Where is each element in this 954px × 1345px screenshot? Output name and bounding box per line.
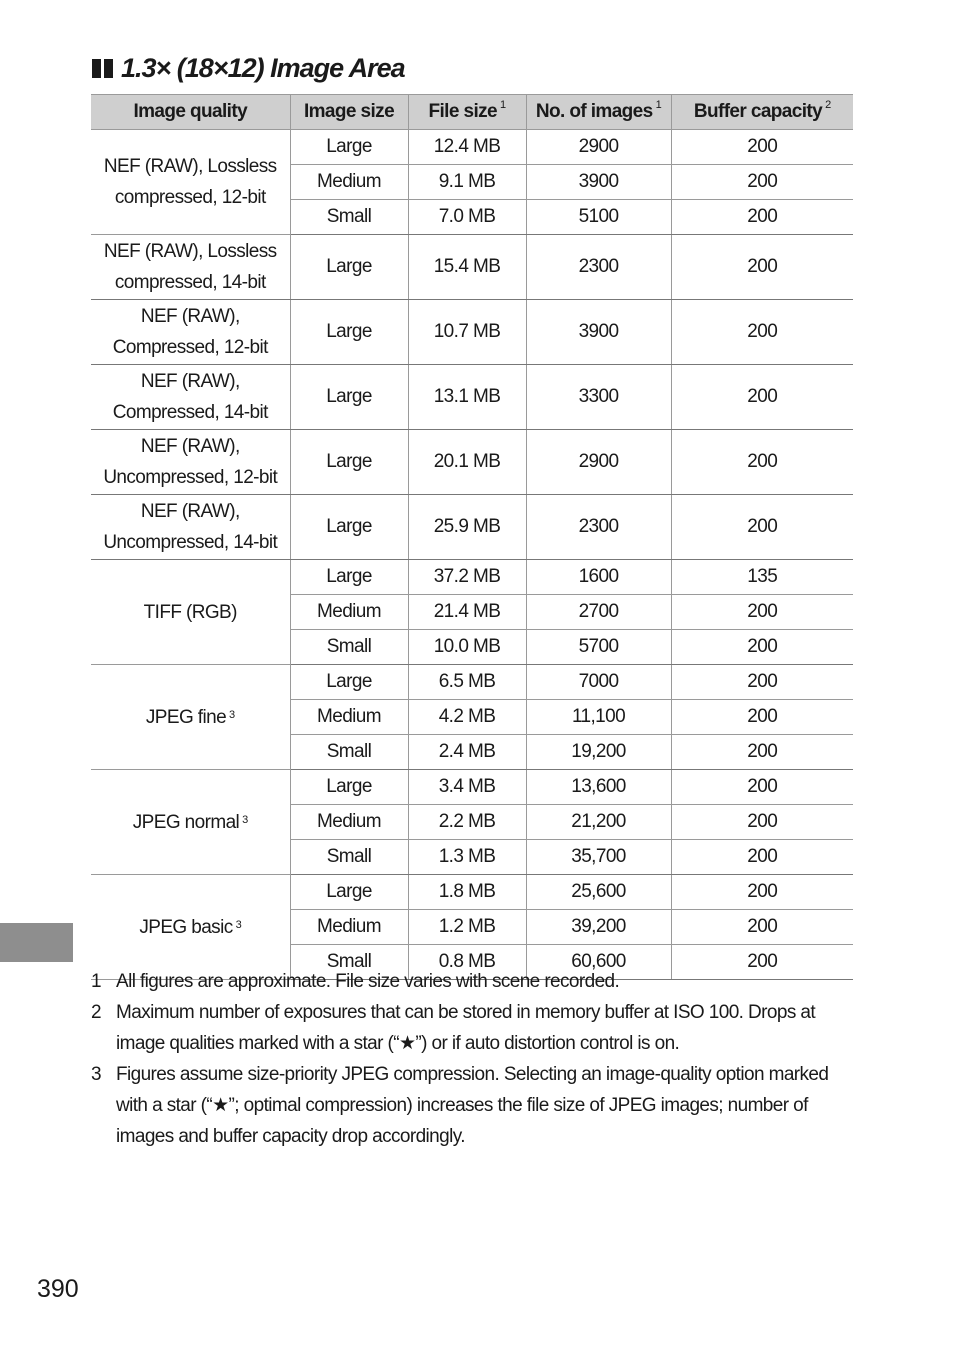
image-capacity-table [91,94,853,980]
image-size-cell: Large [290,430,408,495]
column-header [671,95,853,130]
image-size-cell: Large [290,560,408,595]
image-size-cell: Large [290,130,408,165]
image-quality-line [91,397,290,428]
file-size-cell: 9.1 MB [408,165,526,200]
image-quality-cell [91,770,290,875]
buffer-capacity-cell: 200 [671,910,853,945]
image-size-cell: Small [290,630,408,665]
image-quality-line [91,366,290,397]
image-count-cell: 25,600 [526,875,671,910]
image-count-cell: 11,100 [526,700,671,735]
table-row [91,430,853,495]
image-quality-cell [91,430,290,495]
footnote [91,1059,861,1152]
buffer-capacity-cell: 200 [671,430,853,495]
image-quality-text: JPEG normal [132,811,240,833]
footnote-number: 2 [91,1002,101,1023]
table-row [91,300,853,365]
image-size-cell: Medium [290,165,408,200]
file-size-cell: 4.2 MB [408,700,526,735]
file-size-cell: 6.5 MB [408,665,526,700]
image-quality-cell [91,560,290,665]
image-quality-line [91,151,290,182]
buffer-capacity-cell: 200 [671,770,853,805]
image-count-cell: 39,200 [526,910,671,945]
image-size-cell: Large [290,875,408,910]
image-quality-line [91,527,290,558]
image-count-cell: 35,700 [526,840,671,875]
image-size-cell: Large [290,495,408,560]
image-quality-text: Uncompressed, 14-bit [103,532,278,553]
footnote-number: 3 [91,1064,101,1085]
buffer-capacity-cell: 200 [671,200,853,235]
buffer-capacity-cell: 200 [671,875,853,910]
column-header-label: Buffer capacity [693,101,823,122]
image-quality-line [91,431,290,462]
footnote-text: Maximum number of exposures that can be stored in memory buffer at ISO 100. Drops at image qualities marked with a star (“★”) or if auto distortion control is on. [116,1002,816,1054]
image-size-cell: Large [290,770,408,805]
image-quality-cell [91,495,290,560]
buffer-capacity-cell: 200 [671,945,853,980]
image-size-cell: Medium [290,700,408,735]
column-header-label: Image size [303,101,395,122]
image-quality-cell [91,365,290,430]
image-quality-line [91,702,290,733]
image-quality-text: compressed, 12-bit [114,187,266,208]
image-quality-text: NEF (RAW), Lossless [103,156,277,177]
table-row [91,235,853,300]
image-quality-cell [91,665,290,770]
footnote [91,997,861,1059]
table-row [91,130,853,165]
footnote-number: 1 [91,971,101,992]
image-count-cell: 2700 [526,595,671,630]
footnote-ref: 3 [242,813,248,826]
section-title: 1.3× (18×12) Image Area [121,52,405,83]
image-count-cell: 2300 [526,495,671,560]
image-count-cell: 60,600 [526,945,671,980]
image-size-cell: Small [290,735,408,770]
image-quality-cell [91,300,290,365]
image-count-cell: 5700 [526,630,671,665]
image-count-cell: 3900 [526,165,671,200]
file-size-cell: 7.0 MB [408,200,526,235]
file-size-cell: 2.4 MB [408,735,526,770]
table-row [91,495,853,560]
image-quality-line [91,807,290,838]
table-body [91,130,853,980]
image-quality-text: JPEG fine [145,706,227,728]
file-size-cell: 21.4 MB [408,595,526,630]
image-quality-line [91,462,290,493]
buffer-capacity-cell: 200 [671,665,853,700]
column-header-label: No. of images [535,101,653,122]
file-size-cell: 0.8 MB [408,945,526,980]
image-count-cell: 1600 [526,560,671,595]
image-count-cell: 2900 [526,130,671,165]
file-size-cell: 1.8 MB [408,875,526,910]
file-size-cell: 20.1 MB [408,430,526,495]
table-row [91,770,853,805]
image-quality-text: Compressed, 12-bit [112,337,268,358]
footnote-ref: 1 [500,99,506,111]
image-quality-text: NEF (RAW), Lossless [103,241,277,262]
section-heading [92,50,405,86]
column-header-label: File size [428,101,497,122]
buffer-capacity-cell: 200 [671,165,853,200]
footnote-text: Figures assume size-priority JPEG compression. Selecting an image-quality option marked with a star (“★”; optimal compression) increases the file size of JPEG images; number of images and buffer capacity drop accordingly. [116,1064,829,1147]
file-size-cell: 10.7 MB [408,300,526,365]
image-size-cell: Small [290,945,408,980]
file-size-cell: 2.2 MB [408,805,526,840]
file-size-cell: 1.3 MB [408,840,526,875]
section-tab-marker [0,923,73,962]
image-quality-text: JPEG basic [139,916,233,938]
image-quality-text: Compressed, 14-bit [112,402,268,423]
footnote-ref: 2 [825,99,831,111]
image-size-cell: Large [290,235,408,300]
image-count-cell: 13,600 [526,770,671,805]
file-size-cell: 10.0 MB [408,630,526,665]
image-size-cell: Large [290,365,408,430]
image-quality-line [91,912,290,943]
image-quality-line [91,236,290,267]
table-row [91,875,853,910]
footnote-ref: 1 [655,99,662,111]
buffer-capacity-cell: 200 [671,735,853,770]
image-quality-cell [91,130,290,235]
table-row [91,365,853,430]
column-header [526,95,671,130]
footnote-ref: 3 [229,708,235,721]
buffer-capacity-cell: 200 [671,805,853,840]
image-quality-cell [91,875,290,980]
image-size-cell: Large [290,665,408,700]
table-header-row [91,95,853,130]
file-size-cell: 37.2 MB [408,560,526,595]
image-count-cell: 5100 [526,200,671,235]
buffer-capacity-cell: 200 [671,235,853,300]
image-count-cell: 7000 [526,665,671,700]
image-size-cell: Large [290,300,408,365]
image-quality-line [91,182,290,213]
image-quality-line [91,332,290,363]
buffer-capacity-cell: 200 [671,495,853,560]
file-size-cell: 1.2 MB [408,910,526,945]
footnotes [91,966,861,1152]
image-count-cell: 3900 [526,300,671,365]
column-header [290,95,408,130]
image-quality-text: NEF (RAW), [140,501,240,522]
table-row [91,665,853,700]
file-size-cell: 25.9 MB [408,495,526,560]
image-quality-text: Uncompressed, 12-bit [103,467,278,488]
file-size-cell: 15.4 MB [408,235,526,300]
file-size-cell: 13.1 MB [408,365,526,430]
image-count-cell: 21,200 [526,805,671,840]
image-count-cell: 2900 [526,430,671,495]
buffer-capacity-cell: 200 [671,700,853,735]
buffer-capacity-cell: 200 [671,130,853,165]
image-quality-line [91,267,290,298]
footnote-text: All figures are approximate. File size varies with scene recorded. [116,971,620,992]
image-quality-text: NEF (RAW), [140,306,240,327]
image-count-cell: 2300 [526,235,671,300]
page-number: 390 [37,1275,79,1303]
image-size-cell: Medium [290,805,408,840]
footnote [91,966,861,997]
image-size-cell: Medium [290,595,408,630]
image-count-cell: 19,200 [526,735,671,770]
buffer-capacity-cell: 200 [671,630,853,665]
footnote-ref: 3 [235,918,242,931]
file-size-cell: 12.4 MB [408,130,526,165]
image-quality-text: TIFF (RGB) [143,601,237,623]
buffer-capacity-cell: 200 [671,365,853,430]
image-quality-text: NEF (RAW), [140,436,240,457]
image-quality-text: NEF (RAW), [140,371,240,392]
image-quality-text: compressed, 14-bit [114,272,266,293]
column-header [408,95,526,130]
image-size-cell: Small [290,200,408,235]
column-header [91,95,290,130]
buffer-capacity-cell: 135 [671,560,853,595]
image-quality-line [91,597,290,628]
table-row [91,560,853,595]
column-header-label: Image quality [133,101,248,122]
image-size-cell: Medium [290,910,408,945]
buffer-capacity-cell: 200 [671,300,853,365]
image-count-cell: 3300 [526,365,671,430]
buffer-capacity-cell: 200 [671,595,853,630]
image-quality-line [91,301,290,332]
buffer-capacity-cell: 200 [671,840,853,875]
file-size-cell: 3.4 MB [408,770,526,805]
image-size-cell: Small [290,840,408,875]
section-marker-icon [92,59,113,78]
image-quality-line [91,496,290,527]
image-quality-cell [91,235,290,300]
